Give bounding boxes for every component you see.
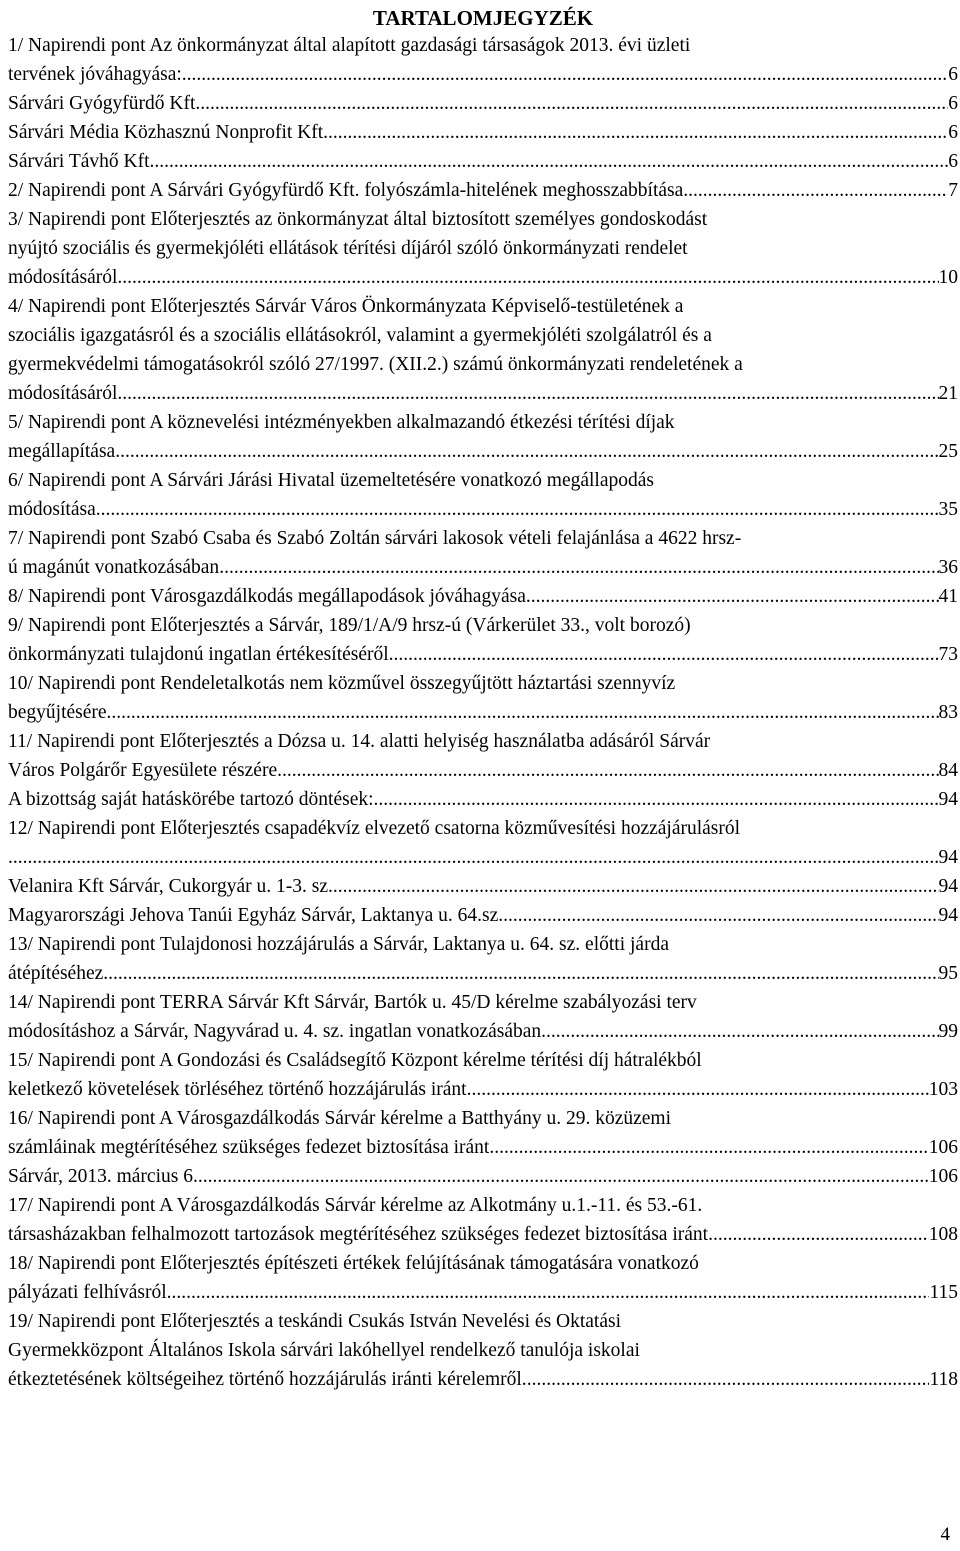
dot-leader xyxy=(713,1220,929,1249)
toc-page-number: 6 xyxy=(948,151,958,172)
toc-entry-text: 3/ Napirendi pont Előterjesztés az önkormányzat által biztosított személyes gondoskodást xyxy=(8,209,708,230)
toc-entry-text: 7/ Napirendi pont Szabó Csaba és Szabó Zoltán sárvári lakosok vételi felajánlása a 4622 hrsz- xyxy=(8,528,742,549)
toc-entry-text: 14/ Napirendi pont TERRA Sárvár Kft Sárvár, Bartók u. 45/D kérelme szabályozási terv xyxy=(8,992,697,1013)
toc-entry-last-line xyxy=(8,1017,958,1046)
toc-entry-last-line xyxy=(8,1365,958,1394)
toc-entry-text: 11/ Napirendi pont Előterjesztés a Dózsa u. 14. alatti helyiség használatba adásáról Sárvár xyxy=(8,731,711,752)
dot-leader xyxy=(389,640,939,669)
toc-entry[interactable] xyxy=(8,408,958,466)
toc-entry[interactable] xyxy=(8,118,958,147)
toc-entry-last-line xyxy=(8,959,958,988)
toc-entry-text: 5/ Napirendi pont A köznevelési intézményekben alkalmazandó étkezési térítési díjak xyxy=(8,412,675,433)
toc-page-number: 94 xyxy=(938,876,958,897)
toc-entry-text: Magyarországi Jehova Tanúi Egyház Sárvár, Laktanya u. 64.sz. xyxy=(8,905,504,926)
toc-entry-text: 16/ Napirendi pont A Városgazdálkodás Sárvár kérelme a Batthyány u. 29. közüzemi xyxy=(8,1108,671,1129)
toc-entry[interactable] xyxy=(8,1191,958,1249)
toc-entry[interactable] xyxy=(8,1307,958,1394)
toc-entry-last-line xyxy=(8,176,958,205)
toc-page-number: 21 xyxy=(938,383,958,404)
toc-entry[interactable] xyxy=(8,466,958,524)
toc-page-number: 115 xyxy=(929,1282,958,1303)
toc-page-number: 94 xyxy=(938,789,958,810)
toc-page-number: 7 xyxy=(948,180,958,201)
dot-leader xyxy=(198,1162,929,1191)
toc-entry[interactable] xyxy=(8,988,958,1046)
dot-leader xyxy=(111,698,938,727)
dot-leader xyxy=(374,785,939,814)
toc-page-number: 108 xyxy=(928,1224,958,1245)
toc-entry-text: módosításáról. xyxy=(8,383,123,404)
toc-entry-text: módosításáról xyxy=(8,267,118,288)
toc-entry[interactable] xyxy=(8,727,958,785)
dot-leader xyxy=(101,495,939,524)
toc-entry-text: módosítása. xyxy=(8,499,101,520)
toc-entry-text: átépítéséhez xyxy=(8,963,104,984)
toc-entry[interactable] xyxy=(8,814,958,872)
toc-entry-last-line xyxy=(8,60,958,89)
toc-page-number: 103 xyxy=(928,1079,958,1100)
toc-entry[interactable] xyxy=(8,901,958,930)
toc-entry-last-line xyxy=(8,640,958,669)
toc-entry-text: 6/ Napirendi pont A Sárvári Járási Hivatal üzemeltetésére vonatkozó megállapodás xyxy=(8,470,654,491)
toc-entry-last-line xyxy=(8,843,958,872)
toc-entry-text: Velanira Kft Sárvár, Cukorgyár u. 1-3. sz. xyxy=(8,876,333,897)
toc-entry[interactable] xyxy=(8,1104,958,1162)
toc-entry-text: önkormányzati tulajdonú ingatlan értékesítéséről xyxy=(8,644,389,665)
toc-entry-text: Gyermekközpont Általános Iskola sárvári lakóhellyel rendelkező tanulója iskolai xyxy=(8,1340,640,1361)
toc-entry-last-line xyxy=(8,495,958,524)
toc-page-number: 118 xyxy=(929,1369,958,1390)
dot-leader xyxy=(277,756,938,785)
toc-entry-text: ú magánút vonatkozásában xyxy=(8,557,220,578)
toc-entry-last-line xyxy=(8,553,958,582)
toc-entry-text: Sárvár, 2013. március 6. xyxy=(8,1166,198,1187)
toc-entry-text: keletkező követelések törléséhez történő hozzájárulás iránt. xyxy=(8,1079,472,1100)
toc-entry-last-line xyxy=(8,1133,958,1162)
dot-leader xyxy=(526,582,939,611)
toc-entry-text: 10/ Napirendi pont Rendeletalkotás nem közművel összegyűjtött háztartási szennyvíz xyxy=(8,673,676,694)
toc-entry[interactable] xyxy=(8,147,958,176)
toc-entry-last-line xyxy=(8,901,958,930)
toc-entry-text: 4/ Napirendi pont Előterjesztés Sárvár Város Önkormányzata Képviselő-testületének a xyxy=(8,296,684,317)
toc-entry-last-line xyxy=(8,1162,958,1191)
toc-entry-last-line xyxy=(8,1278,958,1307)
toc-entry[interactable] xyxy=(8,1046,958,1104)
toc-page-number: 35 xyxy=(938,499,958,520)
toc-entry-text: 8/ Napirendi pont Városgazdálkodás megállapodások jóváhagyása xyxy=(8,586,526,607)
toc-entry-text: 9/ Napirendi pont Előterjesztés a Sárvár, 189/1/A/9 hrsz-ú (Várkerület 33., volt borozó) xyxy=(8,615,691,636)
dot-leader xyxy=(688,176,948,205)
toc-entry-text: módosításhoz a Sárvár, Nagyvárad u. 4. sz. ingatlan vonatkozásában. xyxy=(8,1021,547,1042)
page-number: 4 xyxy=(940,1524,950,1545)
toc-entry[interactable] xyxy=(8,785,958,814)
toc-page-number: 73 xyxy=(938,644,958,665)
toc-entry-text: társasházakban felhalmozott tartozások megtérítéséhez szükséges fedezet biztosítása iránt. xyxy=(8,1224,713,1245)
toc-page-number: 25 xyxy=(938,441,958,462)
toc-entry-text: 15/ Napirendi pont A Gondozási és Családsegítő Központ kérelme térítési díj hátralékból xyxy=(8,1050,702,1071)
toc-page-number: 94 xyxy=(938,905,958,926)
dot-leader xyxy=(471,1075,928,1104)
toc-entry[interactable] xyxy=(8,205,958,292)
toc-entry-text: 12/ Napirendi pont Előterjesztés csapadékvíz elvezető csatorna közművesítési hozzájárulásról xyxy=(8,818,741,839)
toc-entry[interactable] xyxy=(8,89,958,118)
toc-list xyxy=(8,31,958,1394)
toc-entry-last-line xyxy=(8,118,958,147)
toc-entry[interactable] xyxy=(8,669,958,727)
dot-leader xyxy=(333,872,939,901)
toc-entry-text: szociális igazgatásról és a szociális ellátásokról, valamint a gyermekjóléti szolgálatról és a xyxy=(8,325,712,346)
toc-entry-last-line xyxy=(8,872,958,901)
toc-page-number: 10 xyxy=(938,267,958,288)
toc-page-number: 6 xyxy=(948,64,958,85)
toc-page-number: 83 xyxy=(938,702,958,723)
dot-leader xyxy=(527,1365,930,1394)
toc-page-number: 6 xyxy=(948,122,958,143)
dot-leader xyxy=(503,901,938,930)
toc-entry[interactable] xyxy=(8,1162,958,1191)
toc-page-number: 6 xyxy=(948,93,958,114)
toc-entry-text: gyermekvédelmi támogatásokról szóló 27/1997. (XII.2.) számú önkormányzati rendeletének a xyxy=(8,354,743,375)
toc-entry-last-line xyxy=(8,1075,958,1104)
dot-leader xyxy=(117,263,938,292)
toc-entry[interactable] xyxy=(8,872,958,901)
toc-title: TARTALOMJEGYZÉK xyxy=(372,6,594,30)
toc-entry[interactable] xyxy=(8,1249,958,1307)
toc-entry-last-line xyxy=(8,379,958,408)
toc-entry-text: tervének jóváhagyása: xyxy=(8,64,182,85)
toc-entry-text: Város Polgárőr Egyesülete részére xyxy=(8,760,278,781)
toc-entry[interactable] xyxy=(8,292,958,408)
toc-page-number: 94 xyxy=(938,847,958,868)
toc-entry-text: 13/ Napirendi pont Tulajdonosi hozzájárulás a Sárvár, Laktanya u. 64. sz. előtti járda xyxy=(8,934,669,955)
toc-entry-text: begyűjtésére. xyxy=(8,702,112,723)
toc-entry[interactable] xyxy=(8,930,958,988)
dot-leader xyxy=(122,379,938,408)
dot-leader xyxy=(103,959,938,988)
toc-entry-last-line xyxy=(8,263,958,292)
toc-entry-text: Sárvári Gyógyfürdő Kft. xyxy=(8,93,201,114)
toc-entry-last-line xyxy=(8,756,958,785)
toc-page-number: 41 xyxy=(938,586,958,607)
toc-entry[interactable] xyxy=(8,524,958,582)
dot-leader xyxy=(115,437,938,466)
toc-entry-last-line xyxy=(8,785,958,814)
toc-entry[interactable] xyxy=(8,31,958,89)
toc-entry[interactable] xyxy=(8,176,958,205)
toc-entry-text: Sárvári Távhő Kft. xyxy=(8,151,155,172)
dot-leader xyxy=(167,1278,930,1307)
dot-leader xyxy=(546,1017,938,1046)
toc-entry[interactable] xyxy=(8,611,958,669)
dot-leader xyxy=(154,147,948,176)
dot-leader xyxy=(494,1133,929,1162)
toc-page-number: 84 xyxy=(938,760,958,781)
dot-leader xyxy=(200,89,948,118)
toc-entry[interactable] xyxy=(8,582,958,611)
toc-entry-last-line xyxy=(8,89,958,118)
toc-entry-text: Sárvári Média Közhasznú Nonprofit Kft. xyxy=(8,122,329,143)
toc-entry-text: 18/ Napirendi pont Előterjesztés építészeti értékek felújításának támogatására vonatkozó xyxy=(8,1253,699,1274)
toc-entry-text: 2/ Napirendi pont A Sárvári Gyógyfürdő Kft. folyószámla-hitelének meghosszabbítása. xyxy=(8,180,689,201)
toc-entry-text: megállapítása xyxy=(8,441,116,462)
toc-page-number: 36 xyxy=(938,557,958,578)
toc-entry-last-line xyxy=(8,1220,958,1249)
toc-entry-text: 17/ Napirendi pont A Városgazdálkodás Sárvár kérelme az Alkotmány u.1.-11. és 53.-61. xyxy=(8,1195,703,1216)
toc-entry-text: 19/ Napirendi pont Előterjesztés a teskándi Csukás István Nevelési és Oktatási xyxy=(8,1311,622,1332)
toc-entry-text: nyújtó szociális és gyermekjóléti ellátások térítési díjáról szóló önkormányzati rendelet xyxy=(8,238,688,259)
dot-leader xyxy=(8,843,939,872)
toc-entry-last-line xyxy=(8,582,958,611)
toc-entry-text: 1/ Napirendi pont Az önkormányzat által alapított gazdasági társaságok 2013. évi üzleti xyxy=(8,35,691,56)
toc-entry-text: A bizottság saját hatáskörébe tartozó döntések: xyxy=(8,789,374,810)
toc-entry-text: étkeztetésének költségeihez történő hozzájárulás iránti kérelemről. xyxy=(8,1369,527,1390)
toc-entry-text: pályázati felhívásról xyxy=(8,1282,167,1303)
dot-leader xyxy=(182,60,948,89)
toc-entry-last-line xyxy=(8,147,958,176)
toc-page-number: 106 xyxy=(928,1166,958,1187)
toc-page-number: 106 xyxy=(928,1137,958,1158)
document-page xyxy=(8,6,958,1394)
dot-leader xyxy=(328,118,948,147)
toc-page-number: 95 xyxy=(938,963,958,984)
toc-entry-last-line xyxy=(8,698,958,727)
toc-entry-last-line xyxy=(8,437,958,466)
toc-page-number: 99 xyxy=(938,1021,958,1042)
toc-entry-text: számláinak megtérítéséhez szükséges fedezet biztosítása iránt. xyxy=(8,1137,495,1158)
dot-leader xyxy=(219,553,938,582)
